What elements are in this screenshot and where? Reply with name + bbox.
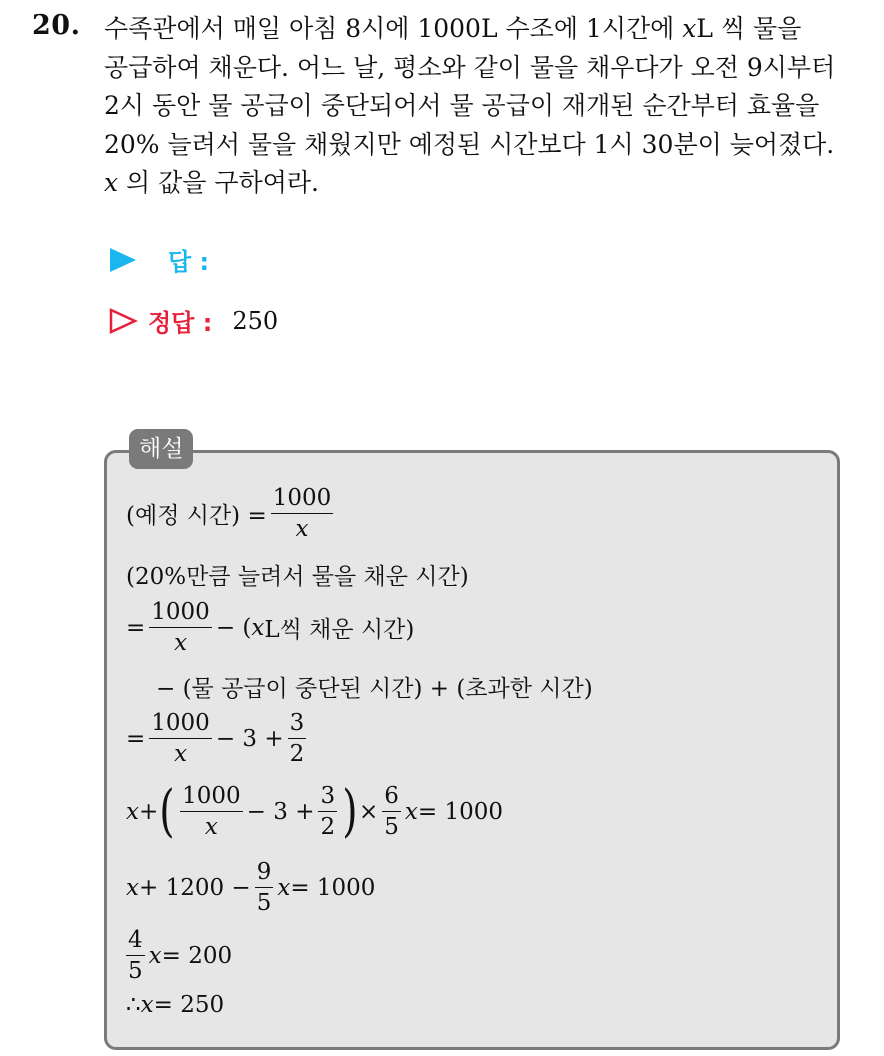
solution-line-9: ∴ x = 250 bbox=[126, 992, 225, 1018]
solution-line-5: = $\frac{1000}{x}$ − 3 + $\frac{3}{2}$ bbox=[126, 710, 305, 767]
fraction: $\frac{1000}{x}$ bbox=[151, 599, 210, 656]
solution-line-2: (20%만큼 늘려서 물을 채운 시간) bbox=[126, 564, 469, 590]
solution-line-1: (예정 시간) = $\frac{1000}{x}$ bbox=[126, 485, 332, 542]
solution-line-4: − (물 공급이 중단된 시간) + (초과한 시간) bbox=[156, 676, 593, 702]
outline-triangle-icon bbox=[108, 307, 138, 335]
problem-line: 수족관에서 매일 아침 8시에 1000L 수조에 1시간에 xL 씩 물을 bbox=[104, 14, 802, 43]
fraction: $\frac{3}{2}$ bbox=[320, 783, 336, 840]
answer-input-row[interactable] bbox=[108, 242, 209, 277]
fraction: $\frac{1000}{x}$ bbox=[182, 783, 241, 840]
problem-line: 20% 늘려서 물을 채웠지만 예정된 시간보다 1시 30분이 늦어졌다. bbox=[104, 129, 835, 159]
problem-number: 20. bbox=[32, 10, 81, 41]
fraction: $\frac{1000}{x}$ bbox=[151, 710, 210, 767]
correct-answer-label: 정답 : bbox=[148, 309, 213, 337]
solution-line-3: = $\frac{1000}{x}$ − ( x L씩 채운 시간) bbox=[126, 599, 415, 656]
filled-triangle-icon bbox=[108, 246, 138, 274]
solution-tab: 해설 bbox=[129, 429, 193, 469]
correct-answer-value: 250 bbox=[232, 306, 279, 335]
correct-answer-row bbox=[108, 303, 278, 338]
solution-line-7: x + 1200 − $\frac{9}{5}$ x = 1000 bbox=[126, 859, 376, 916]
problem-line: 공급하여 채운다. 어느 날, 평소와 같이 물을 채우다가 오전 9시부터 bbox=[104, 52, 836, 82]
fraction: $\frac{6}{5}$ bbox=[384, 783, 399, 840]
problem-statement bbox=[104, 10, 864, 203]
problem-line: 2시 동안 물 공급이 중단되어서 물 공급이 재개된 순간부터 효율을 bbox=[104, 91, 820, 120]
fraction: $\frac{3}{2}$ bbox=[289, 710, 305, 767]
problem-line: x 의 값을 구하여라. bbox=[104, 168, 319, 197]
fraction: $\frac{9}{5}$ bbox=[256, 859, 272, 916]
solution-line-6: x + ( $\frac{1000}{x}$ − 3 + $\frac{3}{2}$ ) × $\frac{6}{5}$ x = 1000 bbox=[126, 778, 504, 844]
fraction: $\frac{1000}{x}$ bbox=[272, 485, 332, 542]
fraction: $\frac{4}{5}$ bbox=[128, 927, 143, 984]
answer-label: 답 : bbox=[168, 248, 210, 276]
solution-line-8: $\frac{4}{5}$ x = 200 bbox=[128, 927, 233, 984]
